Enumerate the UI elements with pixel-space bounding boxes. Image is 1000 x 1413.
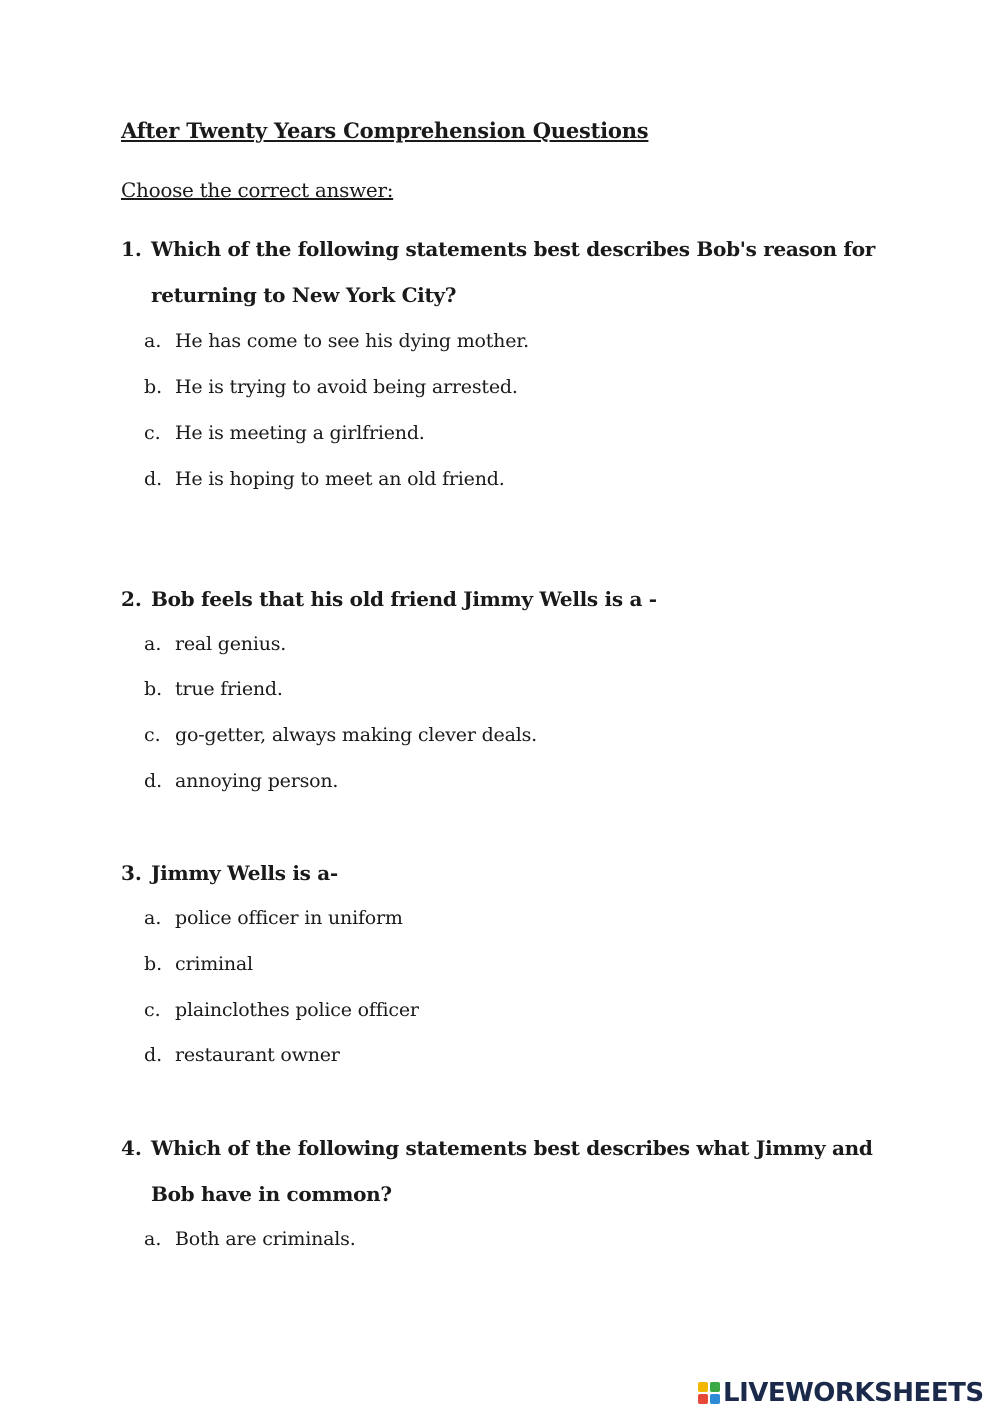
option-text[interactable]: criminal	[175, 953, 253, 975]
option-text[interactable]: true friend.	[175, 678, 283, 700]
option-letter: b.	[144, 953, 163, 975]
option-letter: c.	[144, 422, 161, 444]
logo-tile	[698, 1382, 708, 1392]
worksheet-title: After Twenty Years Comprehension Questions	[121, 118, 649, 143]
logo-tile	[698, 1394, 708, 1404]
option-letter: c.	[144, 724, 161, 746]
option-text[interactable]: restaurant owner	[175, 1044, 340, 1066]
option-letter: a.	[144, 330, 162, 352]
question-text-line: Which of the following statements best describes Bob's reason for	[151, 237, 876, 261]
option-text[interactable]: police officer in uniform	[175, 907, 403, 929]
option-text[interactable]: plainclothes police officer	[175, 999, 419, 1021]
liveworksheets-logo-icon	[698, 1382, 720, 1404]
option-letter: b.	[144, 376, 163, 398]
option-text[interactable]: He has come to see his dying mother.	[175, 330, 529, 352]
question-text-line: Jimmy Wells is a-	[151, 861, 338, 885]
question-number: 3.	[121, 861, 142, 885]
option-letter: a.	[144, 633, 162, 655]
question-number: 1.	[121, 237, 142, 261]
question-text-line: Which of the following statements best describes what Jimmy and	[151, 1136, 873, 1160]
instruction-text: Choose the correct answer:	[121, 178, 394, 202]
question-number: 2.	[121, 587, 142, 611]
question-text-line: Bob have in common?	[151, 1182, 392, 1206]
option-text[interactable]: He is trying to avoid being arrested.	[175, 376, 518, 398]
option-letter: d.	[144, 770, 163, 792]
option-text[interactable]: go-getter, always making clever deals.	[175, 724, 537, 746]
option-text[interactable]: Both are criminals.	[175, 1228, 356, 1250]
logo-tile	[710, 1394, 720, 1404]
option-letter: d.	[144, 468, 163, 490]
question-text-line: returning to New York City?	[151, 283, 457, 307]
logo-text: LIVEWORKSHEETS	[723, 1378, 984, 1408]
option-letter: a.	[144, 907, 162, 929]
option-text[interactable]: He is hoping to meet an old friend.	[175, 468, 505, 490]
option-letter: b.	[144, 678, 163, 700]
logo-tile	[710, 1382, 720, 1392]
option-letter: a.	[144, 1228, 162, 1250]
liveworksheets-logo[interactable]	[698, 1376, 984, 1410]
option-text[interactable]: annoying person.	[175, 770, 339, 792]
question-number: 4.	[121, 1136, 142, 1160]
option-letter: c.	[144, 999, 161, 1021]
question-text-line: Bob feels that his old friend Jimmy Wells is a -	[151, 587, 657, 611]
option-letter: d.	[144, 1044, 163, 1066]
option-text[interactable]: real genius.	[175, 633, 287, 655]
option-text[interactable]: He is meeting a girlfriend.	[175, 422, 425, 444]
